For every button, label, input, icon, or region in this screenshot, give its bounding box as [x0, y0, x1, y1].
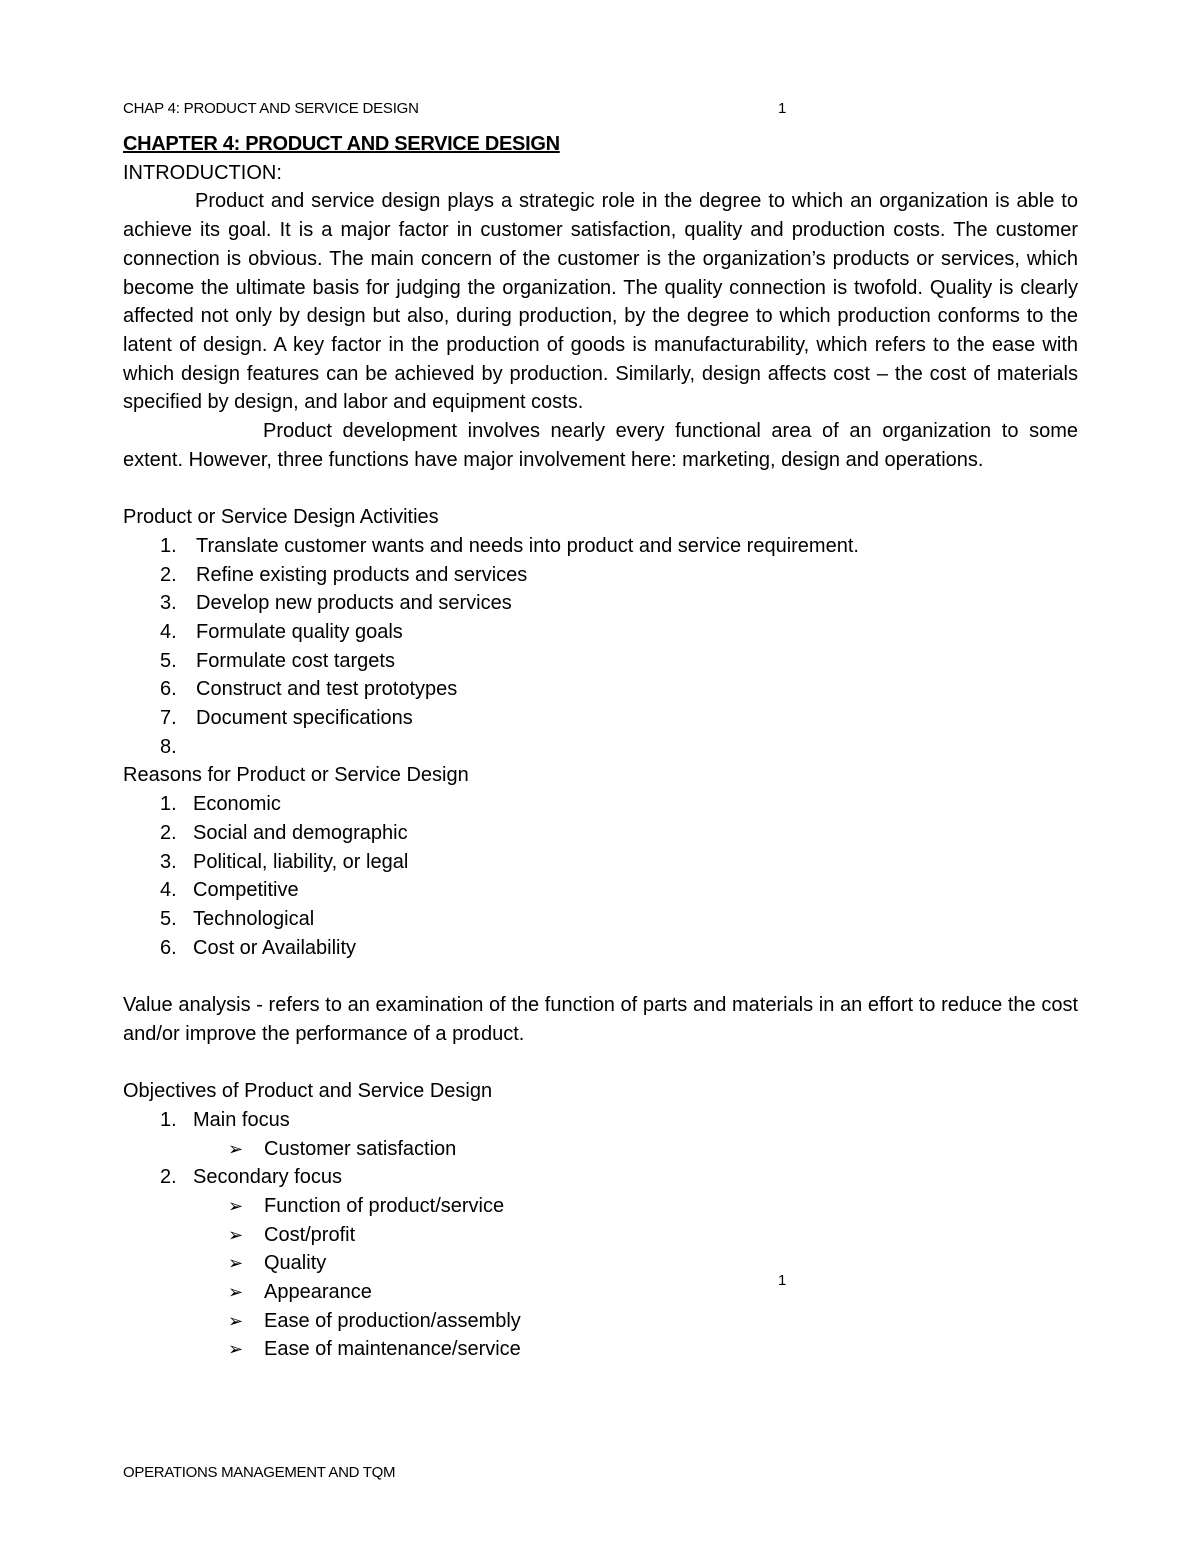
sub-list-item: ➢ Ease of production/assembly: [123, 1307, 1078, 1336]
list-item: 2. Secondary focus: [160, 1166, 342, 1189]
list-item: 7. Document specifications: [160, 707, 413, 730]
intro-paragraph-2: Product development involves nearly every functional area of an organization to some extent. However, three functions have major involvement here: marketing, design and operations.: [123, 420, 1078, 471]
objectives-heading: Objectives of Product and Service Design: [123, 1080, 493, 1103]
arrow-bullet-icon: ➢: [228, 1339, 244, 1360]
introduction-label: INTRODUCTION:: [123, 161, 282, 184]
list-item: 6. Cost or Availability: [160, 936, 357, 959]
sub-list-item: ➢ Customer satisfaction: [123, 1135, 1078, 1164]
page-footer: OPERATIONS MANAGEMENT AND TQM: [123, 1464, 396, 1481]
list-item: 1. Translate customer wants and needs into product and service requirement.: [160, 534, 859, 557]
value-analysis-paragraph: Value analysis - refers to an examination of the function of parts and materials in an effort to reduce the cost and/or improve the performance of a product.: [123, 994, 1078, 1045]
reasons-heading: Reasons for Product or Service Design: [123, 764, 469, 787]
list-item: 1. Economic: [160, 793, 281, 816]
sub-list-item: ➢ Quality: [123, 1249, 1078, 1278]
spacer: [123, 1048, 1078, 1077]
list-item: 5. Formulate cost targets: [160, 649, 395, 672]
sub-list-item: ➢ Function of product/service: [123, 1192, 1078, 1221]
list-item: 4. Formulate quality goals: [160, 620, 403, 643]
objectives-list: [123, 1106, 1078, 1364]
page-header-number: 1: [778, 100, 787, 117]
list-item: 3. Political, liability, or legal: [160, 850, 409, 873]
list-item: 6. Construct and test prototypes: [160, 678, 458, 701]
list-item: 3. Develop new products and services: [160, 592, 512, 615]
chapter-title: CHAPTER 4: PRODUCT AND SERVICE DESIGN: [123, 133, 560, 155]
page-header-title: CHAP 4: PRODUCT AND SERVICE DESIGN: [123, 100, 419, 117]
introduction-section: [123, 187, 1078, 474]
arrow-bullet-icon: ➢: [228, 1282, 244, 1303]
list-item: 8.: [160, 735, 177, 758]
list-item: 4. Competitive: [160, 879, 299, 902]
reasons-list: [123, 790, 1078, 962]
spacer: [123, 474, 1078, 503]
arrow-bullet-icon: ➢: [228, 1138, 244, 1159]
arrow-bullet-icon: ➢: [228, 1224, 244, 1245]
spacer: [123, 962, 1078, 991]
intro-paragraph-1: Product and service design plays a strategic role in the degree to which an organization is able to achieve its goal. It is a major factor in customer satisfaction, quality and production costs. The customer connection is obvious. The main concern of the customer is the organization’s products or services, which become the ultimate basis for judging the organization. The quality connection is twofold. Quality is clearly affected not only by design but also, during production, by the degree to which production conforms to the latent of design. A key factor in the production of goods is manufacturability, which refers to the ease with which design features can be achieved by production. Similarly, design affects cost – the cost of materials specified by design, and labor and equipment costs.: [123, 190, 1078, 414]
side-page-number: 1: [778, 1272, 787, 1289]
sub-list-item: ➢ Cost/profit: [123, 1221, 1078, 1250]
arrow-bullet-icon: ➢: [228, 1195, 244, 1216]
activities-heading: Product or Service Design Activities: [123, 506, 439, 529]
list-item: 1. Main focus: [160, 1108, 290, 1131]
list-item: 5. Technological: [160, 907, 315, 930]
document-body: [123, 130, 1078, 1364]
activities-list: [123, 532, 1078, 762]
sub-list-item: ➢ Appearance: [123, 1278, 1078, 1307]
arrow-bullet-icon: ➢: [228, 1310, 244, 1331]
sub-list-item: ➢ Ease of maintenance/service: [123, 1335, 1078, 1364]
list-item: 2. Social and demographic: [160, 821, 408, 844]
arrow-bullet-icon: ➢: [228, 1253, 244, 1274]
list-item: 2. Refine existing products and services: [160, 563, 528, 586]
